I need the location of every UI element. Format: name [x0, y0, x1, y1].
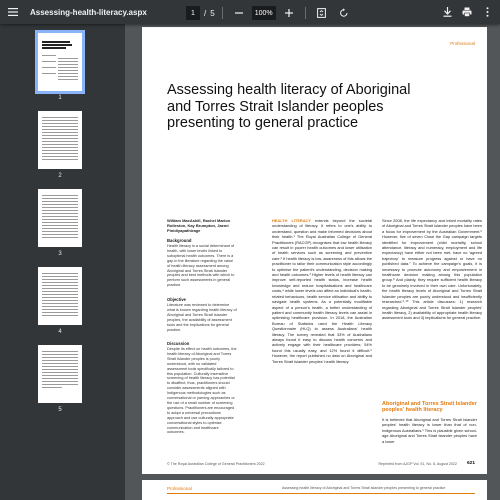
- page-thumbnail-1[interactable]: [38, 33, 82, 91]
- body-column-2: [382, 218, 482, 398]
- section-tag: Professional: [167, 486, 192, 491]
- body-text: Since 2008, the life expectancy and infant mortality rates of Aboriginal and Torres Strait Islander peoples have been a focus for improvement by the Australian Government.⁶ However, five of seven Close the Gap campaign targets identified for improvement (child mortality, school attendance, literacy and numeracy, employment and life expectancy) have either not been met, have no 'agreed trajectory' to measure progress against or have no published data.⁷ To achieve the campaign's goals, it is necessary to promote autonomy and empowerment in healthcare decision making among this population group.⁸ And plainly, they require sufficient health literacy to be genuinely involved in their own care. Unfortunately, the health literacy levels of Aboriginal and Torres Strait Islander peoples are poorly understood and insufficiently researched.⁹˒¹⁰ This article discusses: 1) research regarding Aboriginal and Torres Strait Islander peoples' health literacy, 2) availability of appropriate health literacy assessment tools and 3) implications for general practice.: [382, 218, 482, 321]
- background-heading: Background: [167, 238, 192, 243]
- page-thumbnail-5[interactable]: [38, 345, 82, 403]
- pdf-page-2: [142, 480, 487, 500]
- body-column-1: [272, 218, 372, 364]
- pdf-toolbar: [0, 0, 500, 24]
- menu-icon[interactable]: [4, 3, 22, 21]
- document-viewer[interactable]: [125, 24, 500, 500]
- thumbnail-number: 4: [58, 329, 62, 335]
- page-total: 5: [210, 8, 215, 18]
- author-list: William MacAskill, Rachel Marion Rolleston, Kay Brumpton, Jaemi Pinidiyapathirage: [167, 218, 231, 233]
- discussion-heading: Discussion: [167, 341, 190, 346]
- page-thumbnail-2[interactable]: [38, 111, 82, 169]
- zoom-input[interactable]: 100%: [252, 6, 276, 20]
- print-icon[interactable]: [458, 3, 476, 21]
- objective-text: Literature was reviewed to determine what is known regarding health literacy of Aboriginal and Torres Strait Islander peoples, the availability of assessment tools and the implications for general practice.: [167, 303, 237, 332]
- thumbnail-sidebar: [0, 24, 125, 500]
- more-icon[interactable]: [478, 3, 496, 21]
- background-text: Health literacy is a social determinant of health, with lower levels linked to suboptimal health outcomes. There is a gap in the literature regarding the value of health literacy assessment among Aboriginal and Torres Strait Islander peoples and best methods with which to perform such assessments in general practice.: [167, 244, 235, 288]
- section-tag: Professional: [450, 41, 475, 46]
- page-number: 621: [466, 461, 475, 466]
- divider: [222, 7, 223, 19]
- thumbnail-number: 2: [58, 173, 62, 179]
- thumbnail-number: 3: [58, 251, 62, 257]
- header-rule: [167, 493, 475, 494]
- rotate-icon[interactable]: [335, 4, 353, 22]
- discussion-text: Despite its effect on health outcomes, the health literacy of Aboriginal and Torres Strait Islander peoples is poorly understood, with no validated assessment tools specifically tailored to this population. Culturally insensitive screening of health literacy has potential to disaffect, thus, practitioners should consider assessments aligned with Indigenous methodologies such as conversational or yarning approaches or the use of a small number of screening questions. Practitioners are encouraged to adopt a universal precautions approach and use culturally appropriate conversational styles to optimise communication and healthcare outcomes.: [167, 347, 237, 435]
- article-title: Assessing health literacy of Aboriginal and Torres Strait Islander peoples presenting to general practice: [167, 82, 411, 131]
- page-separator: /: [204, 8, 207, 18]
- footer-reprint: Reprinted from AJGP Vol. 51, No. 8, August 2022: [378, 462, 457, 466]
- thumbnail-number: 1: [58, 95, 62, 101]
- toolbar-actions: [438, 3, 496, 21]
- objective-heading: Objective: [167, 297, 186, 302]
- footer-copyright: © The Royal Australian College of General Practitioners 2022: [167, 462, 265, 466]
- page-number-input[interactable]: 1: [186, 6, 200, 20]
- lead-in: HEALTH LITERACY: [272, 218, 311, 223]
- download-icon[interactable]: [438, 3, 456, 21]
- subheading: Aboriginal and Torres Strait Islander peoples' health literacy: [382, 401, 477, 414]
- fit-page-icon[interactable]: [313, 4, 331, 22]
- page-thumbnail-4[interactable]: [38, 267, 82, 325]
- running-head: Assessing health literacy of Aboriginal and Torres Strait Islander peoples presenting to general practice: [282, 486, 446, 490]
- pdf-page-1: [142, 27, 487, 474]
- page-controls: [186, 4, 353, 22]
- page-thumbnail-3[interactable]: [38, 189, 82, 247]
- file-name: Assessing-health-literacy.aspx: [30, 7, 147, 17]
- body-column-2-continued: [382, 417, 477, 444]
- body-text: extends beyond the societal understanding of literacy. It refers to one's ability to understand, question and make informed decisions about their health.¹ The Royal Australian College of General Practitioners (RACGP) recognises that low health literacy can result in poorer health outcomes and lower utilisation of health services such as screening and preventive care.² If health literacy is low, awareness of this allows the practitioner to tailor their communication style accordingly to optimise the patient's understanding, decision making and health outcomes.³ Higher levels of health literacy can improve self-reported health status, increase health knowledge and reduce hospitalisations and healthcare costs,⁴ while lower levels can affect an individual's health-related behaviours, health service utilisation and ability to navigate health systems. As a potentially modifiable aspect of a person's health, a better understanding of patient and community health literacy levels can assist in optimising healthcare provision. In 2018, the Australian Bureau of Statistics used the Health Literacy Questionnaire (HLQ) to assess Australians' health literacy. The survey revealed that 33% of Australians always found it easy to discuss health concerns and actively engage with their healthcare providers; 54% found this usually easy, and 12% found it difficult.⁵ However, the report published no data on Aboriginal and Torres Strait Islander peoples' health literacy.: [272, 218, 372, 364]
- body-text: It is believed that Aboriginal and Torres Strait Islander peoples' health literacy is lower than that of non-Indigenous Australians.¹ This is plausible given school-age Aboriginal and Torres Strait Islander peoples have a lower: [382, 417, 477, 444]
- thumbnail-number: 5: [58, 407, 62, 413]
- zoom-out-icon[interactable]: [230, 4, 248, 22]
- zoom-in-icon[interactable]: [280, 4, 298, 22]
- divider: [305, 7, 306, 19]
